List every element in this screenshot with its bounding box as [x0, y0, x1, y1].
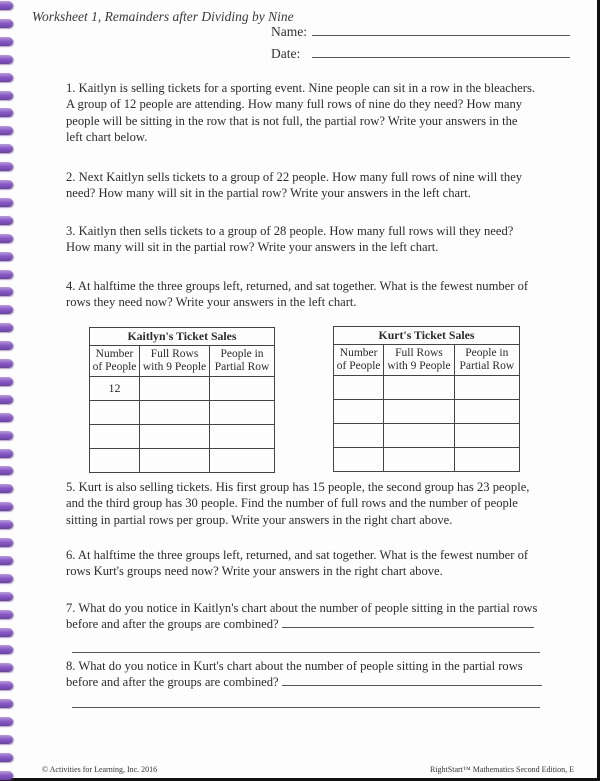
table-cell[interactable] — [210, 425, 275, 449]
table-cell[interactable] — [90, 425, 140, 449]
spiral-coil — [0, 431, 13, 440]
header-line: of People — [336, 360, 381, 372]
table-row — [334, 376, 520, 400]
kurt-chart — [333, 326, 520, 472]
name-field[interactable] — [312, 35, 570, 36]
spiral-coil — [0, 413, 13, 422]
question-4: 4. At halftime the three groups left, returned, and sat together. What is the fewest number of rows they need now? Write your answers in the left chart. — [66, 279, 529, 310]
table-cell[interactable] — [334, 424, 384, 448]
date-field[interactable] — [312, 57, 570, 58]
spiral-coil — [0, 91, 13, 100]
spiral-coil — [0, 520, 13, 529]
spiral-coil — [0, 216, 13, 225]
question-2: 2. Next Kaitlyn sells tickets to a group of 22 people. How many full rows of nine will they need? How many will sit in the partial row? Write your answers in the left chart. — [66, 170, 523, 201]
spiral-coil — [0, 699, 13, 708]
spiral-coil — [0, 126, 13, 135]
question-7-text: 7. What do you notice in Kaitlyn's chart about the number of people sitting in the partial rows before and after the groups are combined? — [66, 601, 538, 632]
table-row — [90, 449, 275, 473]
question-8 — [66, 658, 546, 691]
copyright-footer: © Activities for Learning, Inc. 2016 — [42, 765, 158, 774]
question-7 — [66, 600, 546, 633]
spiral-coil — [0, 592, 13, 601]
question-6: 6. At halftime the three groups left, returned, and sat together. What is the fewest number of rows Kurt's groups need now? Write your answers in the right chart above. — [66, 548, 529, 579]
table-cell[interactable] — [140, 425, 210, 449]
question-1: 1. Kaitlyn is selling tickets for a sporting event. Nine people can sit in a row in the bleachers. A group of 12 people are attending. How many full rows of nine do they need? How many people will be sitting in the row that is not full, the partial row? Write your answers in the left chart below. — [66, 81, 535, 144]
table-row — [90, 401, 275, 425]
table-cell[interactable] — [140, 401, 210, 425]
spiral-coil — [0, 305, 13, 314]
header-line: Number — [95, 347, 134, 360]
column-header-partial-row — [454, 345, 519, 376]
kaitlyn-chart — [89, 327, 275, 473]
question-5: 5. Kurt is also selling tickets. His first group has 15 people, the second group has 23 people, and the third group has 30 people. Find the number of full rows and the number of people sitting in partial rows per group. Write your answers in the right chart above. — [66, 480, 530, 527]
table-cell[interactable] — [384, 424, 454, 448]
table-cell[interactable] — [140, 449, 210, 473]
table-cell[interactable] — [384, 448, 454, 472]
table-cell[interactable] — [334, 448, 384, 472]
table-cell[interactable] — [334, 400, 384, 424]
table-cell[interactable] — [384, 400, 454, 424]
spiral-coil — [0, 198, 13, 207]
spiral-coil — [0, 180, 13, 189]
table-cell[interactable] — [210, 449, 275, 473]
header-line: People in — [220, 347, 264, 360]
table-cell[interactable] — [210, 401, 275, 425]
header-line: Partial Row — [214, 361, 270, 373]
spiral-coil — [0, 37, 13, 46]
spiral-coil — [0, 610, 13, 619]
spiral-coil — [0, 377, 13, 386]
table-cell[interactable] — [454, 400, 519, 424]
spiral-binding — [0, 0, 20, 781]
spiral-coil — [0, 359, 13, 368]
spiral-coil — [0, 628, 13, 637]
spiral-coil — [0, 574, 13, 583]
kaitlyn-chart-title: Kaitlyn's Ticket Sales — [90, 328, 275, 346]
table-cell[interactable] — [454, 376, 519, 400]
spiral-coil — [0, 1, 13, 10]
spiral-coil — [0, 144, 13, 153]
answer-8-inline-field[interactable] — [282, 674, 542, 686]
table-cell[interactable] — [334, 376, 384, 400]
worksheet-title: Worksheet 1, Remainders after Dividing by Nine — [32, 9, 294, 24]
spiral-coil — [0, 287, 13, 296]
answer-8-line[interactable] — [72, 707, 540, 708]
header-line: Full Rows — [150, 347, 199, 360]
table-row — [334, 448, 520, 472]
spiral-coil — [0, 645, 13, 654]
header-line: Partial Row — [459, 360, 515, 372]
spiral-coil — [0, 735, 13, 744]
header-line: Full Rows — [395, 346, 443, 359]
spiral-coil — [0, 323, 13, 332]
table-cell[interactable] — [210, 377, 275, 401]
question-8-text: 8. What do you notice in Kurt's chart about the number of people sitting in the partial rows before and after the groups are combined? — [66, 659, 523, 690]
column-header-number — [334, 345, 384, 376]
spiral-coil — [0, 55, 13, 64]
spiral-coil — [0, 252, 13, 261]
spiral-coil — [0, 538, 13, 547]
table-cell[interactable] — [454, 448, 519, 472]
table-cell[interactable] — [140, 377, 210, 401]
header-line: Number — [339, 346, 378, 359]
name-label: Name: — [271, 24, 307, 39]
table-cell[interactable]: 12 — [90, 377, 140, 401]
spiral-coil — [0, 484, 13, 493]
table-row — [90, 377, 275, 401]
column-header-full-rows — [384, 345, 454, 376]
spiral-coil — [0, 771, 13, 780]
spiral-coil — [0, 73, 13, 82]
spiral-coil — [0, 395, 13, 404]
spiral-coil — [0, 341, 13, 350]
spiral-coil — [0, 234, 13, 243]
question-3: 3. Kaitlyn then sells tickets to a group of 28 people. How many full rows will they need? How many will sit in the partial row? Write your answers in the left chart. — [66, 224, 514, 255]
table-cell[interactable] — [454, 424, 519, 448]
table-cell[interactable] — [90, 449, 140, 473]
answer-7-line[interactable] — [72, 652, 540, 653]
spiral-coil — [0, 270, 13, 279]
table-row — [334, 424, 520, 448]
table-row — [334, 400, 520, 424]
spiral-coil — [0, 19, 13, 28]
table-cell[interactable] — [384, 376, 454, 400]
spiral-coil — [0, 162, 13, 171]
table-row — [90, 425, 275, 449]
spiral-coil — [0, 556, 13, 565]
header-line: with 9 People — [142, 361, 207, 373]
spiral-coil — [0, 681, 13, 690]
header-line: with 9 People — [387, 360, 451, 372]
edition-footer: RightStart™ Mathematics Second Edition, E — [430, 765, 575, 774]
spiral-coil — [0, 108, 13, 117]
column-header-full-rows — [140, 346, 210, 377]
spiral-coil — [0, 502, 13, 511]
spiral-coil — [0, 449, 13, 458]
spiral-coil — [0, 717, 13, 726]
spiral-coil — [0, 663, 13, 672]
date-label: Date: — [271, 46, 301, 61]
kurt-chart-title: Kurt's Ticket Sales — [334, 327, 520, 345]
spiral-coil — [0, 466, 13, 475]
table-cell[interactable] — [90, 401, 140, 425]
header-line: of People — [92, 361, 137, 373]
spiral-coil — [0, 753, 13, 762]
column-header-number — [90, 346, 140, 377]
column-header-partial-row — [210, 346, 275, 377]
header-line: People in — [465, 346, 509, 359]
answer-7-inline-field[interactable] — [282, 616, 534, 628]
